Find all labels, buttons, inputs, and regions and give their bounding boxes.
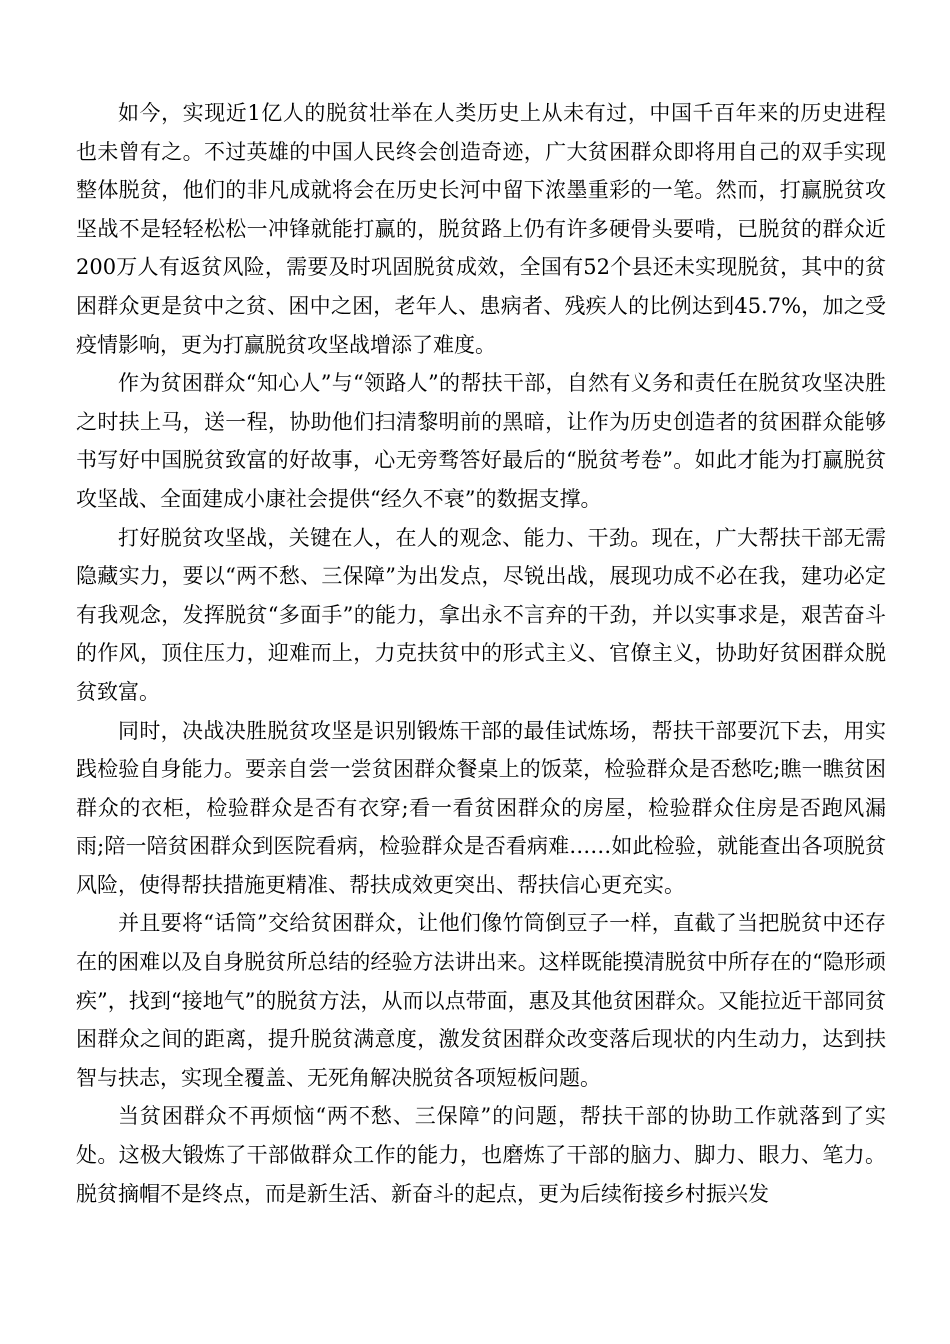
paragraph-5: 并且要将“话筒”交给贫困群众，让他们像竹筒倒豆子一样，直截了当把脱贫中还存在的困难以及自身脱贫所总结的经验方法讲出来。这样既能摸清脱贫中所存在的“隐形顽疾”，找到“接地气”的脱贫方法，从而以点带面，惠及其他贫困群众。又能拉近干部同贫困群众之间的距离，提升脱贫满意度，激发贫困群众改变落后现状的内生动力，达到扶智与扶志，实现全覆盖、无死角解决脱贫各项短板问题。 — [76, 911, 886, 1090]
paragraph-2: 作为贫困群众“知心人”与“领路人”的帮扶干部，自然有义务和责任在脱贫攻坚决胜之时扶上马，送一程，协助他们扫清黎明前的黑暗，让作为历史创造者的贫困群众能够书写好中国脱贫致富的好故事，心无旁骛答好最后的“脱贫考卷”。如此才能为打赢脱贫攻坚战、全面建成小康社会提供“经久不衰”的数据支撑。 — [76, 371, 886, 511]
document-body — [76, 94, 886, 1213]
paragraph-1: 如今，实现近1亿人的脱贫壮举在人类历史上从未有过，中国千百年来的历史进程也未曾有之。不过英雄的中国人民终会创造奇迹，广大贫困群众即将用自己的双手实现整体脱贫，他们的非凡成就将会在历史长河中留下浓墨重彩的一笔。然而，打赢脱贫攻坚战不是轻轻松松一冲锋就能打赢的，脱贫路上仍有许多硬骨头要啃，已脱贫的群众近200万人有返贫风险，需要及时巩固脱贫成效，全国有52个县还未实现脱贫，其中的贫困群众更是贫中之贫、困中之困，老年人、患病者、残疾人的比例达到45.7%，加之受疫情影响，更为打赢脱贫攻坚战增添了难度。 — [76, 101, 886, 357]
paragraph-4: 同时，决战决胜脱贫攻坚是识别锻炼干部的最佳试炼场，帮扶干部要沉下去，用实践检验自身能力。要亲自尝一尝贫困群众餐桌上的饭菜，检验群众是否愁吃;瞧一瞧贫困群众的衣柜，检验群众是否有衣穿;看一看贫困群众的房屋，检验群众住房是否跑风漏雨;陪一陪贫困群众到医院看病，检验群众是否看病难……如此检验，就能查出各项脱贫风险，使得帮扶措施更精准、帮扶成效更突出、帮扶信心更充实。 — [76, 718, 886, 897]
paragraph-3: 打好脱贫攻坚战，关键在人，在人的观念、能力、干劲。现在，广大帮扶干部无需隐藏实力，要以“两不愁、三保障”为出发点，尽锐出战，展现功成不必在我，建功必定有我观念，发挥脱贫“多面手”的能力，拿出永不言弃的干劲，并以实事求是，艰苦奋斗的作风，顶住压力，迎难而上，力克扶贫中的形式主义、官僚主义，协助好贫困群众脱贫致富。 — [76, 525, 886, 704]
paragraph-6: 当贫困群众不再烦恼“两不愁、三保障”的问题，帮扶干部的协助工作就落到了实处。这极大锻炼了干部做群众工作的能力，也磨炼了干部的脑力、脚力、眼力、笔力。脱贫摘帽不是终点，而是新生活、新奋斗的起点，更为后续衔接乡村振兴发 — [76, 1104, 886, 1206]
